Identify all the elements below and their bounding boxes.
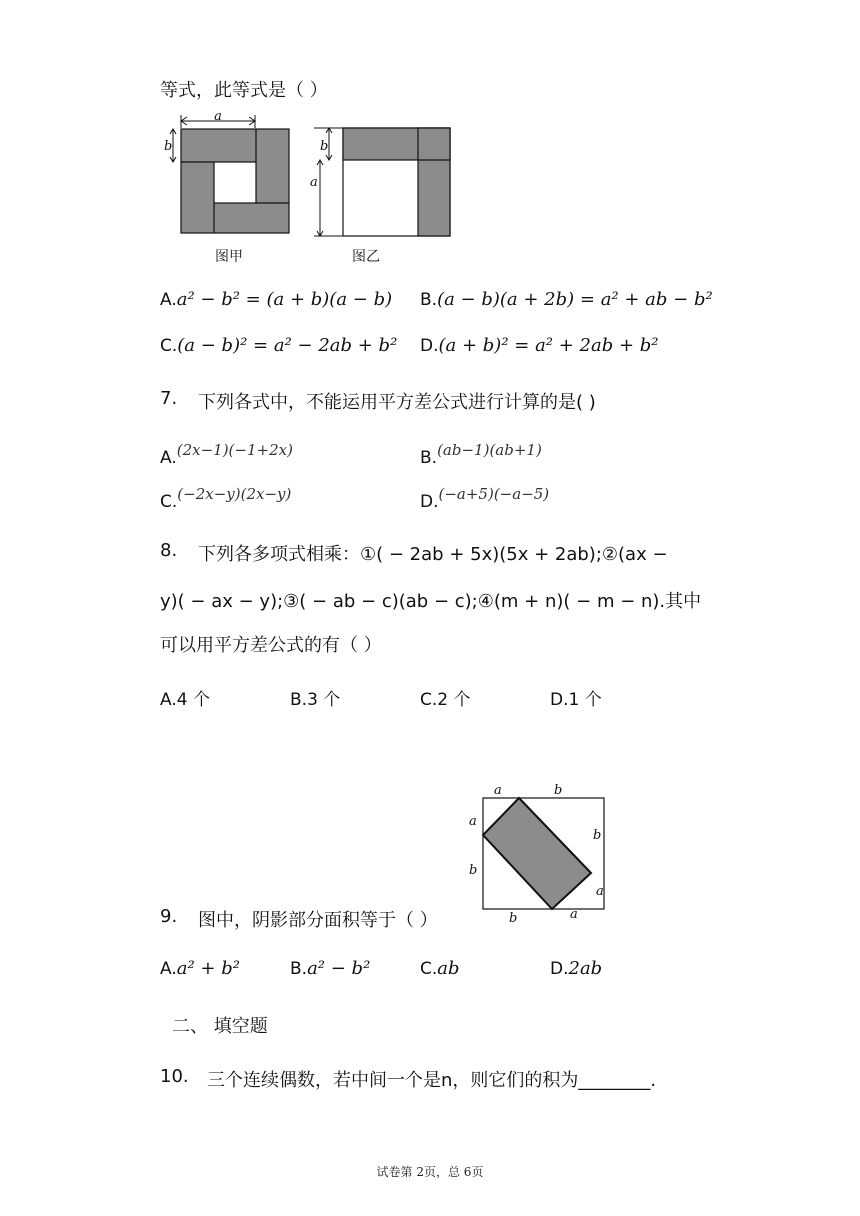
q7-number: 7. [160,388,178,409]
q7-option-b[interactable] [420,440,542,468]
q6-option-b[interactable] [420,289,713,310]
q9-option-c[interactable] [420,958,460,979]
q6-figure-a [160,112,295,242]
q9-stem: 图中，阴影部分面积等于（ ） [198,910,438,931]
q6-option-a-math: a² − b² = (a + b)(a − b) [176,289,393,310]
q8-line3: 可以用平方差公式的有（ ） [160,635,382,656]
q7-option-c-letter: C. [160,492,178,512]
q7-option-a-letter: A. [160,448,177,468]
q6-option-a-letter: A. [160,290,177,310]
q9-option-b-math: a² − b² [307,958,371,979]
q9-option-b[interactable] [290,958,370,979]
q6-option-b-math: (a − b)(a + 2b) = a² + ab − b² [437,289,713,310]
q6-option-c-math: (a − b)² = a² − 2ab + b² [177,335,398,356]
q9-option-d-letter: D. [550,959,569,979]
q9-option-a-letter: A. [160,959,177,979]
page-footer: 试卷第 2页，总 6页 [376,1165,484,1179]
q8-option-d[interactable]: D.1 个 [550,690,602,710]
q9-option-a[interactable] [160,958,240,979]
q7-option-d-math: (−a+5)(−a−5) [438,485,550,503]
q9-figure [462,780,612,930]
svg-text:a: a [596,884,604,899]
q10-stem: 三个连续偶数，若中间一个是n，则它们的积为________. [207,1070,657,1091]
q6-option-c-letter: C. [160,336,178,356]
svg-text:a: a [494,783,502,798]
q6-option-d-math: (a + b)² = a² + 2ab + b² [438,335,659,356]
q6-fig-a-caption: 图甲 [215,249,243,265]
svg-text:b: b [554,783,563,798]
q6-option-a[interactable] [160,289,392,310]
q8-option-c[interactable]: C.2 个 [420,690,471,710]
q7-option-c-math: (−2x−y)(2x−y) [177,485,292,503]
q9-number: 9. [160,906,178,927]
q6-fig-b-caption: 图乙 [352,249,380,265]
q7-stem: 下列各式中，不能运用平方差公式进行计算的是( ) [198,392,596,413]
q6-option-c[interactable] [160,335,397,356]
q6-fig-b-label-a: a [310,175,318,190]
q10-number: 10. [160,1066,189,1087]
q6-fig-b-label-b: b [320,139,329,154]
q7-option-c[interactable] [160,484,292,512]
svg-text:b: b [509,911,518,926]
q7-option-b-letter: B. [420,448,438,468]
q6-fig-a-label-b: b [164,139,173,154]
q7-option-b-math: (ab−1)(ab+1) [437,441,542,459]
q7-option-a-math: (2x−1)(−1+2x) [176,441,293,459]
q6-fig-a-label-a: a [214,112,222,124]
svg-text:b: b [593,828,602,843]
q9-option-c-letter: C. [420,959,438,979]
q9-option-a-math: a² + b² [176,958,240,979]
svg-text:a: a [469,814,477,829]
q6-option-b-letter: B. [420,290,438,310]
q8-number: 8. [160,540,178,561]
q6-stem-tail: 等式，此等式是（ ） [160,80,328,101]
q8-option-b[interactable]: B.3 个 [290,690,341,710]
q8-option-a[interactable]: A.4 个 [160,690,210,710]
section-title: 二、 填空题 [172,1016,268,1037]
q6-option-d[interactable] [420,335,659,356]
q9-option-d-math: 2ab [568,958,603,979]
q7-option-a[interactable] [160,440,293,468]
q9-option-d[interactable] [550,958,602,979]
q9-option-b-letter: B. [290,959,308,979]
q6-option-d-letter: D. [420,336,439,356]
q9-option-c-math: ab [437,958,460,979]
q6-figure-b [306,118,456,242]
q8-line1: 下列各多项式相乘：①( − 2ab + 5x)(5x + 2ab);②(ax − [198,544,668,565]
q8-line2: y)( − ax − y);③( − ab − c)(ab − c);④(m + n)( − m − n).其中 [160,591,702,612]
svg-text:a: a [570,907,578,922]
q7-option-d[interactable] [420,484,550,512]
svg-text:b: b [469,863,478,878]
q7-option-d-letter: D. [420,492,439,512]
